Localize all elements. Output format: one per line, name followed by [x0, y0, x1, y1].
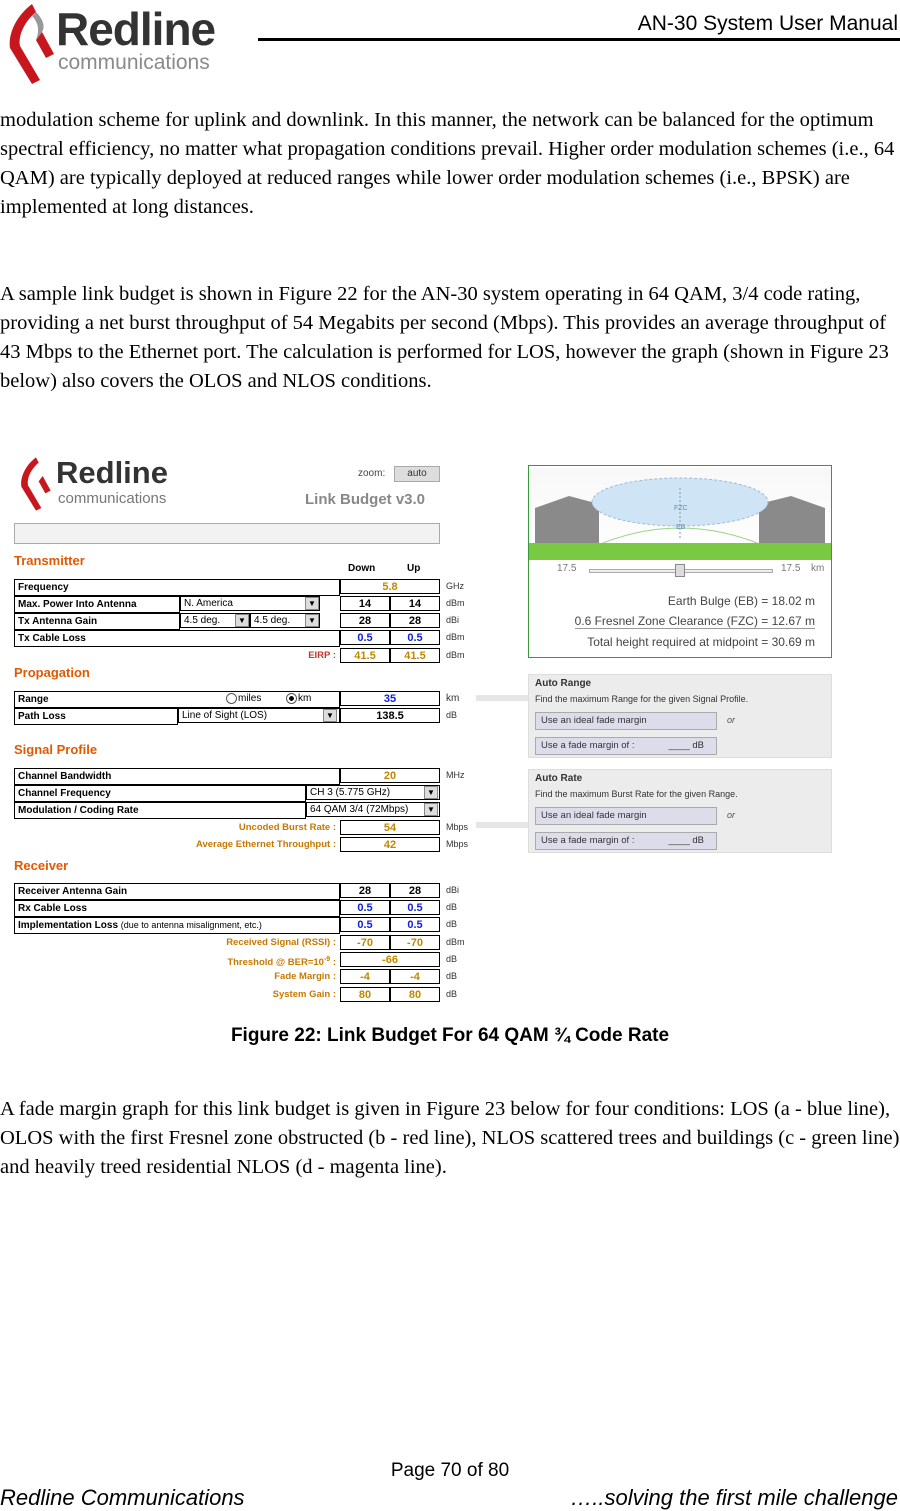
range-unit: km — [446, 693, 460, 704]
propagation-title: Propagation — [14, 665, 90, 680]
auto-range-fade-label: Use a fade margin of : — [541, 740, 635, 751]
eirp-unit: dBm — [446, 650, 465, 660]
signal-profile-title: Signal Profile — [14, 742, 98, 757]
transmitter-title: Transmitter — [14, 553, 85, 568]
pathloss-value: 138.5 — [340, 708, 440, 723]
paragraph-2: A sample link budget is shown in Figure 22 for the AN-30 system operating in 64 QAM, 3/4 code rating, providing a net burst throughput of 54 Megabits per second (Mbps). This provides an average throughput of 43 Mbps to the Ethernet port. The calculation is performed for LOS, however the graph (shown in Figure 23 below) also covers the OLOS and NLOS conditions. — [0, 283, 889, 392]
impl-loss-down[interactable]: 0.5 — [340, 917, 390, 932]
tx-gain-select-2[interactable]: 4.5 deg. — [250, 613, 320, 628]
col-down-header: Down — [348, 563, 376, 574]
impl-loss-up[interactable]: 0.5 — [390, 917, 440, 932]
threshold-label-text: Threshold @ BER=10 — [227, 957, 324, 969]
system-gain-up: 80 — [390, 987, 440, 1002]
tx-loss-down[interactable]: 0.5 — [340, 630, 390, 645]
figure-logo-name: Redline — [56, 455, 168, 490]
redline-logo-icon — [2, 2, 56, 86]
frequency-unit: GHz — [446, 581, 464, 591]
zoom-select[interactable]: auto — [394, 466, 440, 482]
tx-gain-label: Tx Antenna Gain — [14, 613, 180, 630]
page-number: Page 70 of 80 — [390, 1460, 510, 1481]
burst-rate-unit: Mbps — [446, 822, 469, 832]
dist-right: 17.5 — [781, 563, 801, 574]
bandwidth-label: Channel Bandwidth — [14, 768, 340, 785]
app-title: Link Budget v3.0 — [305, 491, 426, 508]
auto-range-fade-blank: ____ dB — [668, 740, 704, 751]
footer-slogan: …..solving the first mile challenge — [570, 1485, 898, 1510]
auto-rate-title: Auto Rate — [535, 773, 583, 784]
fade-margin-up: -4 — [390, 969, 440, 984]
auto-rate-fade-button[interactable] — [535, 832, 717, 850]
modulation-label: Modulation / Coding Rate — [14, 802, 306, 819]
impl-loss-row — [14, 917, 340, 934]
col-up-header: Up — [407, 563, 421, 574]
fzc-marker: FZC — [674, 505, 688, 512]
power-up[interactable]: 14 — [390, 596, 440, 611]
system-gain-unit: dB — [446, 989, 458, 999]
chevron-down-icon[interactable]: ▼ — [424, 803, 438, 816]
receiver-title: Receiver — [14, 858, 69, 873]
impl-loss-unit: dB — [446, 919, 458, 929]
paragraph-1: modulation scheme for uplink and downlink. In this manner, the network can be balanced for the optimum spectral efficiency, no matter what propagation conditions prevail. Higher order modulation schemes (i.e., 64 QAM) are typically deployed at reduced ranges while lower order modulation schemes (i.e., BPSK) are implemented at long distances. — [0, 109, 895, 218]
rssi-unit: dBm — [446, 937, 465, 947]
rx-cable-up[interactable]: 0.5 — [390, 900, 440, 915]
eth-throughput-value: 42 — [340, 837, 440, 852]
auto-rate-or: or — [727, 810, 736, 820]
power-region-select[interactable]: N. America — [180, 596, 320, 611]
tx-loss-up[interactable]: 0.5 — [390, 630, 440, 645]
dist-left: 17.5 — [557, 563, 577, 574]
km-option-label: km — [298, 693, 312, 704]
fade-margin-label: Fade Margin : — [274, 971, 336, 982]
threshold-unit: dB — [446, 954, 458, 964]
tx-gain-select-1[interactable]: 4.5 deg. — [180, 613, 250, 628]
rssi-label: Received Signal (RSSI) : — [226, 937, 336, 948]
tx-gain-down[interactable]: 28 — [340, 613, 390, 628]
title-input-bar[interactable] — [14, 523, 440, 544]
frequency-value[interactable]: 5.8 — [340, 579, 440, 594]
zoom-label: zoom: — [358, 468, 386, 479]
header-title: AN-30 System User Manual — [637, 12, 898, 35]
eb-marker: EB — [676, 524, 686, 531]
threshold-exponent: -9 — [323, 956, 331, 963]
rx-gain-unit: dBi — [446, 885, 460, 895]
burst-rate-value: 54 — [340, 820, 440, 835]
bandwidth-unit: MHz — [446, 770, 465, 780]
modulation-select[interactable]: 64 QAM 3/4 (72Mbps) — [306, 802, 440, 817]
auto-range-fade-button[interactable] — [535, 737, 717, 755]
path-profile-diagram — [529, 468, 831, 560]
auto-rate-ideal-button[interactable]: Use an ideal fade margin — [535, 807, 717, 825]
eirp-down: 41.5 — [340, 648, 390, 663]
header-rule — [258, 38, 900, 41]
channel-freq-select[interactable]: CH 3 (5.775 GHz) — [306, 785, 440, 800]
pathloss-label: Path Loss — [14, 708, 178, 725]
figure-caption: Figure 22: Link Budget For 64 QAM ¾ Code Rate — [230, 1025, 670, 1046]
rssi-down: -70 — [340, 935, 390, 950]
figure-logo-icon — [16, 455, 52, 513]
impl-loss-label: Implementation Loss — [18, 920, 119, 931]
link-budget-figure — [10, 455, 835, 1005]
rx-gain-label: Receiver Antenna Gain — [14, 883, 340, 900]
dist-unit: km — [811, 563, 825, 574]
auto-range-title: Auto Range — [535, 678, 592, 689]
frequency-label: Frequency — [14, 579, 340, 596]
power-label: Max. Power Into Antenna — [14, 596, 180, 613]
power-down[interactable]: 14 — [340, 596, 390, 611]
miles-option-label: miles — [238, 693, 262, 704]
total-height-line: Total height required at midpoint = 30.69 m — [587, 635, 815, 649]
impl-loss-note: (due to antenna misalignment, etc.) — [120, 920, 262, 930]
auto-range-ideal-button[interactable]: Use an ideal fade margin — [535, 712, 717, 730]
rssi-up: -70 — [390, 935, 440, 950]
system-gain-down: 80 — [340, 987, 390, 1002]
auto-rate-desc: Find the maximum Burst Rate for the given Range. — [535, 789, 738, 799]
paragraph-3: A fade margin graph for this link budget is given in Figure 23 below for four conditions: LOS (a - blue line), OLOS with the first Fresnel zone obstructed (b - red line), NLOS scattered trees and buildings (c - green line) and heavily treed residential NLOS (d - magenta line). — [0, 1098, 900, 1178]
pathloss-mode-select[interactable]: Line of Sight (LOS) — [178, 708, 340, 723]
footer-company: Redline Communications — [0, 1485, 245, 1510]
fade-margin-unit: dB — [446, 971, 458, 981]
tx-gain-unit: dBi — [446, 615, 460, 625]
range-value[interactable]: 35 — [340, 691, 440, 706]
chevron-down-icon[interactable]: ▼ — [235, 614, 249, 627]
auto-range-or: or — [727, 715, 736, 725]
eth-throughput-label: Average Ethernet Throughput : — [195, 839, 336, 850]
rx-cable-down[interactable]: 0.5 — [340, 900, 390, 915]
chevron-down-icon[interactable]: ▼ — [305, 597, 319, 610]
threshold-value: -66 — [340, 952, 440, 967]
eirp-up: 41.5 — [390, 648, 440, 663]
rx-cable-label: Rx Cable Loss — [14, 900, 340, 917]
auto-rate-fade-label: Use a fade margin of : — [541, 835, 635, 846]
burst-rate-label: Uncoded Burst Rate : — [238, 822, 336, 833]
distance-slider-handle[interactable] — [675, 564, 685, 577]
km-radio[interactable] — [286, 693, 297, 704]
threshold-colon: : — [330, 957, 336, 969]
chevron-down-icon[interactable]: ▼ — [305, 614, 319, 627]
chevron-down-icon[interactable]: ▼ — [323, 709, 337, 722]
rx-cable-unit: dB — [446, 902, 458, 912]
earth-bulge-line: Earth Bulge (EB) = 18.02 m — [667, 594, 815, 608]
system-gain-label: System Gain : — [272, 989, 336, 1000]
connector-line — [476, 695, 528, 701]
tx-loss-label: Tx Cable Loss — [14, 630, 340, 647]
auto-rate-panel — [528, 769, 832, 853]
eth-throughput-unit: Mbps — [446, 839, 469, 849]
connector-line — [476, 822, 528, 828]
threshold-label — [130, 952, 336, 970]
tx-gain-up[interactable]: 28 — [390, 613, 440, 628]
miles-radio[interactable] — [226, 693, 237, 704]
rx-gain-up[interactable]: 28 — [390, 883, 440, 898]
auto-range-panel — [528, 674, 832, 758]
eirp-label: EIRP : — [308, 650, 336, 661]
rx-gain-down[interactable]: 28 — [340, 883, 390, 898]
pathloss-unit: dB — [446, 710, 458, 720]
tx-loss-unit: dBm — [446, 632, 465, 642]
path-profile-panel — [528, 465, 832, 658]
auto-range-desc: Find the maximum Range for the given Signal Profile. — [535, 694, 749, 704]
header-logo-sub: communications — [58, 51, 210, 74]
chevron-down-icon[interactable]: ▼ — [424, 786, 438, 799]
channel-freq-label: Channel Frequency — [14, 785, 306, 802]
auto-rate-fade-blank: ____ dB — [668, 835, 704, 846]
power-unit: dBm — [446, 598, 465, 608]
bandwidth-value: 20 — [340, 768, 440, 783]
fzc-line: 0.6 Fresnel Zone Clearance (FZC) = 12.67 m — [574, 614, 815, 628]
fade-margin-down: -4 — [340, 969, 390, 984]
figure-logo-sub: communications — [58, 490, 167, 507]
range-label: Range — [14, 691, 340, 708]
header-logo-name: Redline — [56, 3, 216, 55]
